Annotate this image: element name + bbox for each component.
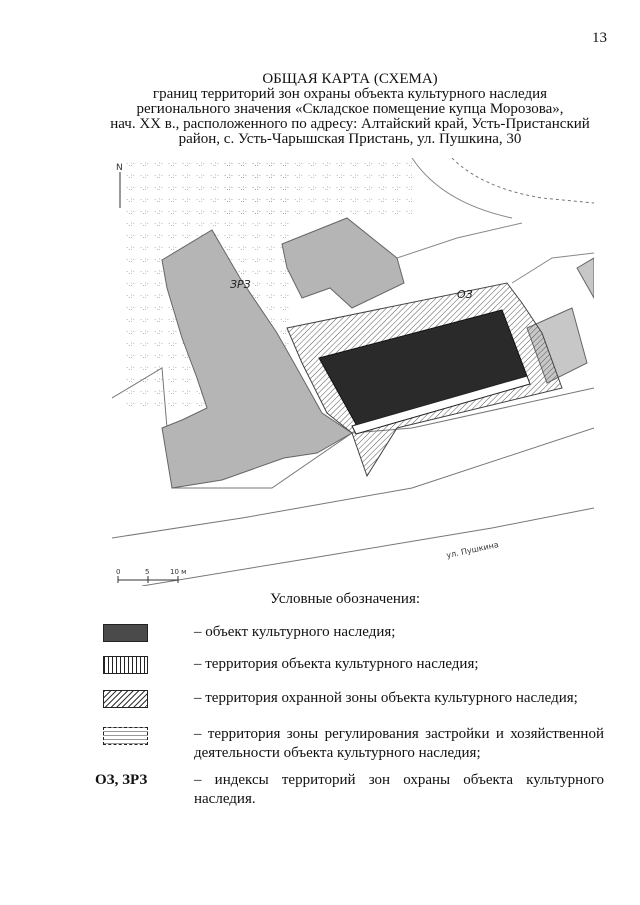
legend-text-protection: – территория охранной зоны объекта культурного наследия; <box>194 690 578 706</box>
small-building-2 <box>577 258 594 298</box>
legend-index-text: – индексы территорий зон охраны объекта культурного наследия. <box>194 772 604 807</box>
parcel-line-3 <box>397 223 522 258</box>
legend-text-territory: – территория объекта культурного наследия; <box>194 656 479 672</box>
page-number: 13 <box>592 30 607 46</box>
legend-text-object: – объект культурного наследия; <box>194 624 396 640</box>
scale-tick-5: 5 <box>145 568 150 576</box>
legend-index-label: ОЗ, ЗРЗ <box>95 772 148 788</box>
cadastral-map <box>112 158 594 586</box>
legend-swatch-protection <box>103 690 148 708</box>
document-title: ОБЩАЯ КАРТА (СХЕМА) <box>262 71 438 87</box>
title-line-1: границ территорий зон охраны объекта культурного наследия <box>152 86 548 102</box>
scale-tick-10: 10 м <box>170 568 187 576</box>
title-line-3: нач. XX в., расположенного по адресу: Алтайский край, Усть-Пристанский <box>110 116 590 132</box>
document-title-block <box>100 72 600 147</box>
legend-text-regulation: – территория зоны регулирования застройки и хозяйственной деятельности объекта культурного наследия; <box>194 726 604 761</box>
legend-swatch-regulation <box>103 727 148 745</box>
zrz-zone-label: ЗРЗ <box>230 278 251 291</box>
title-line-2: регионального значения «Складское помещение купца Морозова», <box>136 101 564 117</box>
vegetation-area-2 <box>222 158 412 218</box>
zrz-zone-polygon-2 <box>282 218 404 308</box>
road-curve <box>452 158 594 203</box>
street-label: ул. Пушкина <box>445 540 500 560</box>
legend-swatch-object <box>103 624 148 642</box>
oz-zone-label: ОЗ <box>457 288 473 301</box>
legend-title: Условные обозначения: <box>270 591 421 607</box>
scale-tick-0: 0 <box>116 568 121 576</box>
street-edge-line-2 <box>142 508 594 586</box>
legend-swatch-territory <box>103 656 148 674</box>
title-line-4: район, с. Усть-Чарышская Пристань, ул. Пушкина, 30 <box>178 131 522 147</box>
north-arrow-label: N <box>116 163 123 173</box>
